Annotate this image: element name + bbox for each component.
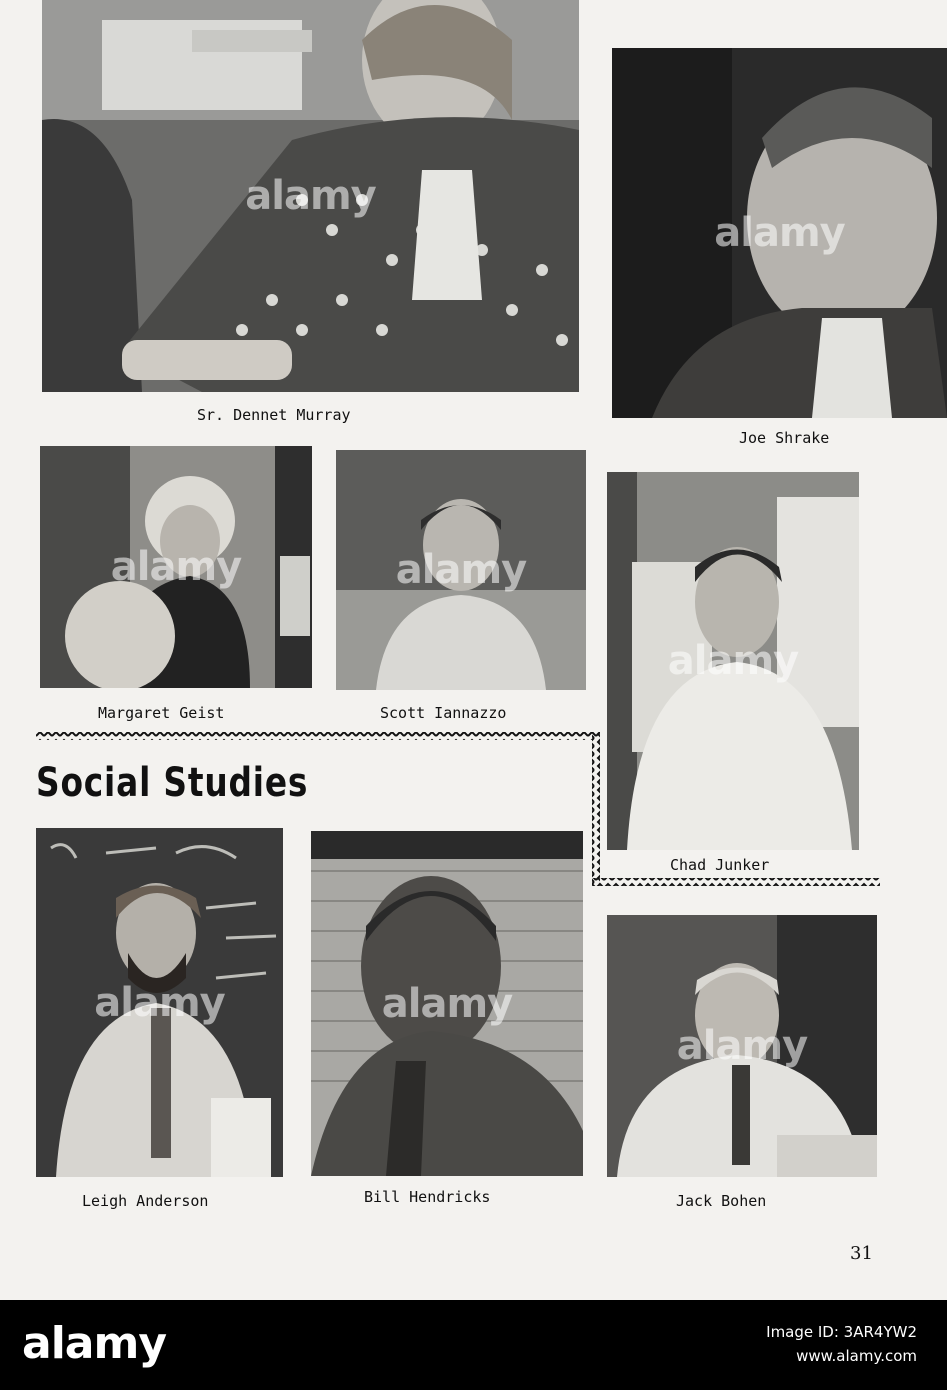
watermark: alamy bbox=[676, 1023, 808, 1069]
caption-margaret-geist: Margaret Geist bbox=[98, 704, 225, 722]
site-url[interactable]: www.alamy.com bbox=[796, 1347, 917, 1365]
watermark: alamy bbox=[667, 638, 799, 684]
image-id-label: Image ID: 3AR4YW2 bbox=[766, 1323, 917, 1341]
stock-footer-bar bbox=[0, 1300, 947, 1390]
caption-dennet-murray: Sr. Dennet Murray bbox=[197, 406, 351, 424]
caption-chad-junker: Chad Junker bbox=[670, 856, 770, 874]
caption-scott-iannazzo: Scott Iannazzo bbox=[380, 704, 507, 722]
caption-joe-shrake: Joe Shrake bbox=[739, 429, 830, 447]
photo-dennet-murray bbox=[42, 0, 579, 392]
watermark: alamy bbox=[94, 979, 225, 1026]
caption-jack-bohen: Jack Bohen bbox=[676, 1192, 767, 1210]
photo-leigh-anderson bbox=[36, 828, 283, 1177]
watermark: alamy bbox=[381, 980, 513, 1027]
caption-bill-hendricks: Bill Hendricks bbox=[364, 1188, 491, 1206]
photo-margaret-geist bbox=[40, 446, 312, 688]
page-number: 31 bbox=[850, 1243, 873, 1264]
watermark: alamy bbox=[395, 547, 527, 593]
photo-scott-iannazzo bbox=[336, 450, 586, 690]
photo-bill-hendricks bbox=[311, 831, 583, 1176]
photo-jack-bohen bbox=[607, 915, 877, 1177]
watermark: alamy bbox=[110, 544, 242, 590]
photo-joe-shrake bbox=[612, 48, 947, 418]
watermark: alamy bbox=[714, 210, 845, 256]
caption-leigh-anderson: Leigh Anderson bbox=[82, 1192, 209, 1210]
section-heading: Social Studies bbox=[36, 760, 309, 806]
watermark: alamy bbox=[245, 173, 376, 219]
footer-info bbox=[766, 1320, 917, 1368]
alamy-logo[interactable]: alamy bbox=[22, 1318, 166, 1369]
